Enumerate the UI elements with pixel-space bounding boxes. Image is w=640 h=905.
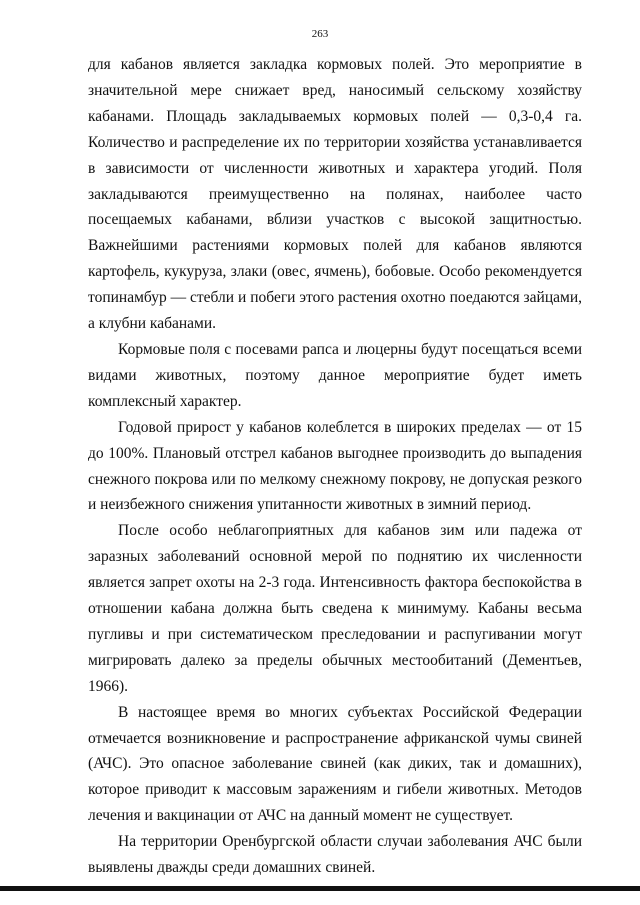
paragraph-hunting-ban: После особо неблагоприятных для кабанов зим или падежа от заразных заболеваний основной мерой по поднятию их численности является запрет охоты на 2-3 года. Интенсивность фактора беспокойства в отношении кабана должна быть сведена к минимуму. Кабаны весьма пугливы и при систематическом преследовании и распугивании могут мигрировать далеко за пределы обычных местообитаний (Дементьев, 1966).	[88, 522, 582, 695]
paragraph-african-swine-fever: В настоящее время во многих субъектах Российской Федерации отмечается возникновение и распространение африканской чумы свиней (АЧС). Это опасное заболевание свиней (как диких, так и домашних), которое приводит к массовым заражениям и гибели животных. Методов лечения и вакцинации от АЧС на данный момент не существует.	[88, 703, 582, 825]
paragraph-feeding-fields: для кабанов является закладка кормовых полей. Это мероприятие в значительной мере снижает вред, наносимый сельскому хозяйству кабанами. Площадь закладываемых кормовых полей — 0,3-0,4 га. Количество и распределение их по территории хозяйства устанавливается в зависимости от численности животных и характера угодий. Поля закладываются преимущественно на полянах, наиболее часто посещаемых кабанами, вблизи участков с высокой защитностью. Важнейшими растениями кормовых полей для кабанов являются картофель, кукуруза, злаки (овес, ячмень), бобовые. Особо рекомендуется топинамбур — стебли и побеги этого растения охотно поедаются зайцами, а клубни кабанами.	[88, 56, 582, 333]
paragraph-rapeseed-alfalfa: Кормовые поля с посевами рапса и люцерны будут посещаться всеми видами животных, поэтому данное мероприятие будет иметь комплексный характер.	[88, 340, 582, 410]
page-body	[88, 52, 582, 881]
page-number: 263	[311, 28, 329, 40]
paragraph-annual-growth: Годовой прирост у кабанов колеблется в широких пределах — от 15 до 100%. Плановый отстрел кабанов выгоднее производить до выпадения снежного покрова или по мелкому снежному покрову, не допуская резкого и неизбежного снижения упитанности животных в зимний период.	[88, 418, 582, 514]
paragraph-orenburg-cases: На территории Оренбургской области случаи заболевания АЧС были выявлены дважды среди домашних свиней.	[88, 833, 582, 877]
bottom-rule	[0, 886, 640, 891]
